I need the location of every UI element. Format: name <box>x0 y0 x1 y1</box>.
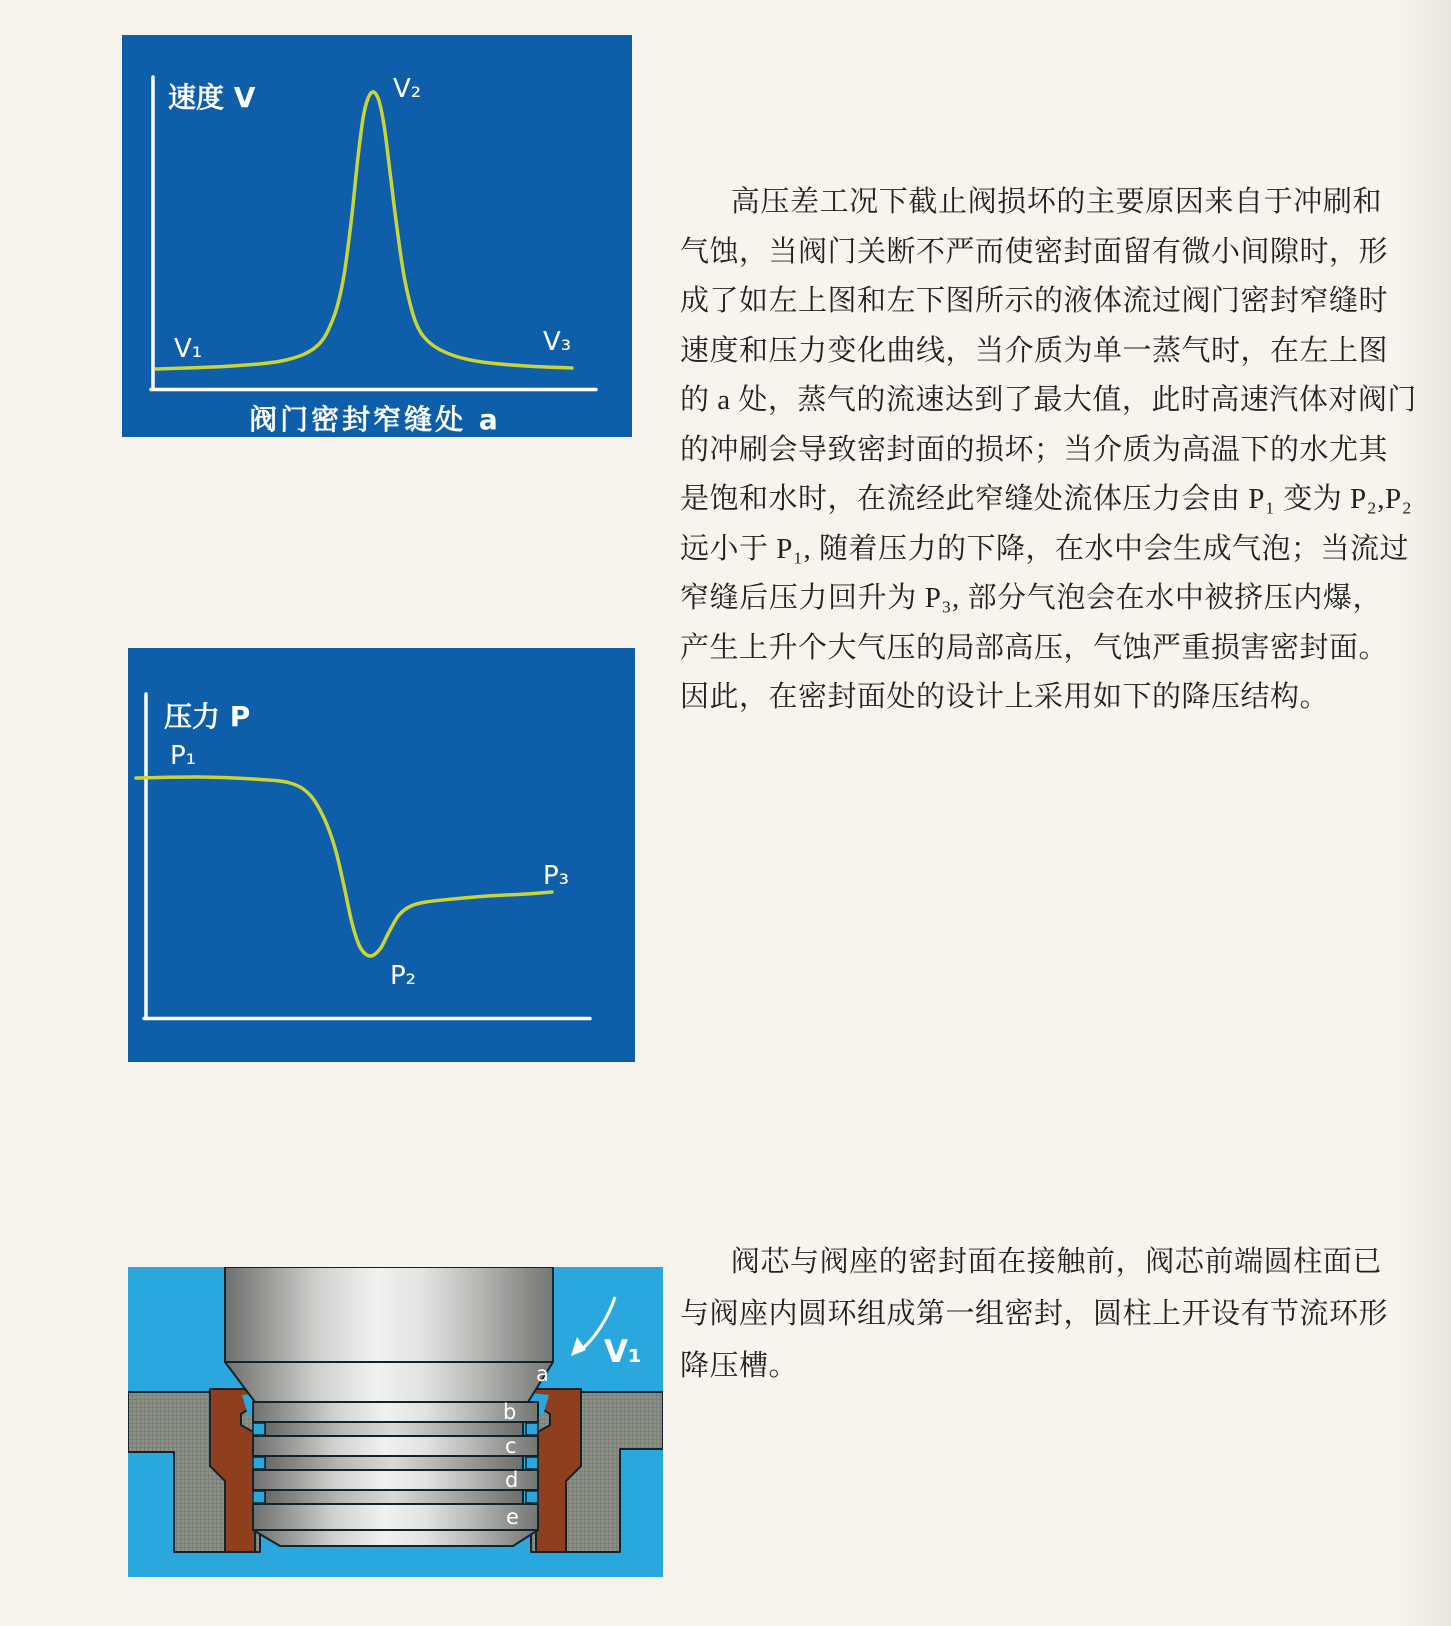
label-v1: V₁ <box>174 334 203 364</box>
text-line: 阀芯与阀座的密封面在接触前，阀芯前端圆柱面已 <box>730 1246 1382 1278</box>
pressure-axis-label: 压力 P <box>164 700 251 733</box>
text-line: 产生上升个大气压的局部高压，气蚀严重损害密封面。 <box>680 631 1389 664</box>
throttle-groove-2 <box>265 1456 523 1470</box>
body-paragraph-2 <box>680 1236 1389 1392</box>
flow-notch <box>253 1457 265 1469</box>
plug-land-e <box>253 1504 538 1530</box>
label-d: d <box>505 1468 519 1492</box>
plug-land-b <box>253 1402 538 1422</box>
throttle-groove-3 <box>265 1490 523 1504</box>
pressure-chart <box>128 648 635 1062</box>
label-e: e <box>506 1505 519 1529</box>
text-line: 的 a 处，蒸气的流速达到了最大值，此时高速汽体对阀门 <box>680 384 1417 416</box>
text-line: 远小于 P₁, 随着压力的下降，在水中会生成气泡；当流过 <box>680 532 1409 565</box>
flow-notch <box>526 1423 538 1435</box>
text-line: 速度和压力变化曲线，当介质为单一蒸气时，在左上图 <box>680 334 1389 367</box>
plug-bottom-taper <box>253 1530 538 1546</box>
velocity-chart <box>122 35 632 437</box>
label-p1: P₁ <box>170 741 197 771</box>
flow-velocity-label: V₁ <box>604 1334 642 1370</box>
plug-taper <box>225 1362 553 1402</box>
text-line: 高压差工况下截止阀损坏的主要原因来自于冲刷和 <box>730 186 1382 218</box>
text-line: 的冲刷会导致密封面的损坏；当介质为高温下的水尤其 <box>680 433 1389 466</box>
text-line: 是饱和水时，在流经此窄缝处流体压力会由 P₁ 变为 P₂,P₂ <box>680 483 1413 515</box>
plug-land-c <box>253 1436 538 1456</box>
label-a: a <box>536 1362 549 1386</box>
text-line: 降压槽。 <box>680 1350 799 1382</box>
velocity-axis-label: 速度 V <box>168 81 256 114</box>
label-v3: V₃ <box>543 327 572 357</box>
flow-notch <box>526 1457 538 1469</box>
plug-land-d <box>253 1470 538 1490</box>
flow-notch <box>526 1491 538 1503</box>
body-paragraph-1 <box>680 178 1417 723</box>
plug-body <box>225 1267 553 1362</box>
label-v2: V₂ <box>393 74 422 104</box>
label-p2: P₂ <box>390 961 417 991</box>
valve-cross-section <box>128 1267 663 1577</box>
flow-notch <box>253 1423 265 1435</box>
label-b: b <box>503 1400 517 1424</box>
text-line: 成了如左上图和左下图所示的液体流过阀门密封窄缝时 <box>680 285 1389 317</box>
text-line: 因此，在密封面处的设计上采用如下的降压结构。 <box>680 681 1330 713</box>
text-line: 气蚀，当阀门关断不严而使密封面留有微小间隙时，形 <box>680 235 1389 268</box>
flow-notch <box>253 1491 265 1503</box>
text-line: 窄缝后压力回升为 P₃, 部分气泡会在水中被挤压内爆， <box>680 582 1382 614</box>
label-p3: P₃ <box>543 861 570 891</box>
label-c: c <box>505 1434 517 1458</box>
throttle-groove-1 <box>265 1422 523 1436</box>
velocity-chart-caption: 阀门密封窄缝处 a <box>249 403 501 436</box>
text-line: 与阀座内圆环组成第一组密封，圆柱上开设有节流环形 <box>680 1298 1389 1330</box>
